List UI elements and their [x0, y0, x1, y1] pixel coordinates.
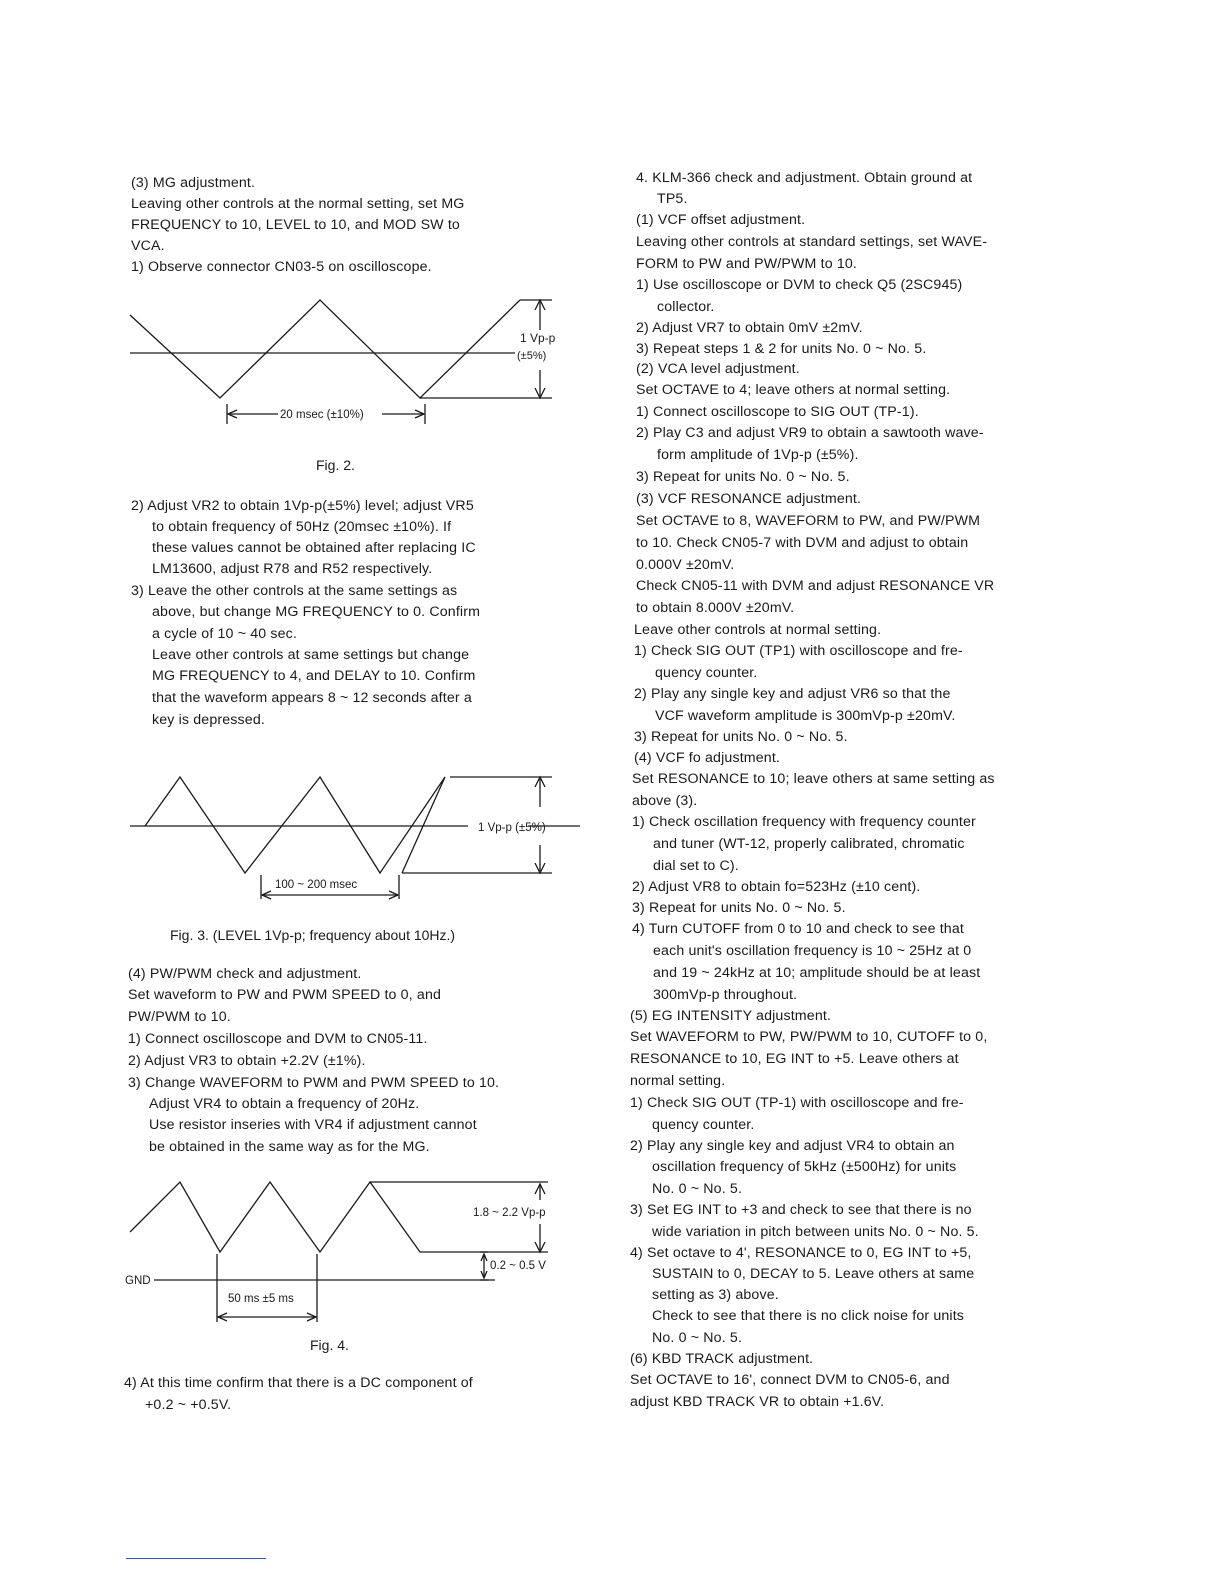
text-line: Set RESONANCE to 10; leave others at same setting as	[632, 771, 995, 787]
text-line: TP5.	[657, 191, 688, 207]
text-line: 2) Play any single key and adjust VR4 to obtain an	[630, 1138, 955, 1154]
fig2-caption: Fig. 2.	[316, 457, 355, 473]
text-line: setting as 3) above.	[652, 1287, 779, 1303]
fig2-tolerance-label: (±5%)	[517, 350, 547, 362]
klm-heading: 4. KLM-366 check and adjustment. Obtain ground at	[636, 170, 973, 186]
text-line: Leave other controls at same settings but change	[152, 647, 470, 663]
text-line: Adjust VR4 to obtain a frequency of 20Hz.	[149, 1096, 420, 1112]
text-line: key is depressed.	[152, 712, 265, 728]
fig3-amplitude-label: 1 Vp-p (±5%)	[478, 822, 546, 834]
fig4-dc-label: 0.2 ~ 0.5 V	[490, 1260, 546, 1272]
text-line: and tuner (WT-12, properly calibrated, chromatic	[653, 836, 965, 852]
text-line: No. 0 ~ No. 5.	[652, 1181, 743, 1197]
text-line: FORM to PW and PW/PWM to 10.	[636, 256, 857, 272]
text-line: +0.2 ~ +0.5V.	[145, 1397, 232, 1413]
text-line: 2) Adjust VR7 to obtain 0mV ±2mV.	[636, 320, 863, 336]
fig2-triangle-wave	[130, 300, 520, 398]
text-line: 1) Check oscillation frequency with frequency counter	[632, 814, 976, 830]
text-line: (3) VCF RESONANCE adjustment.	[636, 491, 862, 507]
fig2-waveform	[120, 290, 580, 430]
text-line: 1) Use oscilloscope or DVM to check Q5 (2SC945)	[636, 277, 963, 293]
text-line: No. 0 ~ No. 5.	[652, 1330, 743, 1346]
text-line: SUSTAIN to 0, DECAY to 5. Leave others at same	[652, 1266, 975, 1282]
fig4-amplitude-label: 1.8 ~ 2.2 Vp-p	[473, 1207, 546, 1219]
text-line: 3) Repeat steps 1 & 2 for units No. 0 ~ No. 5.	[636, 341, 927, 357]
text-line: Leave other controls at normal setting.	[634, 622, 882, 638]
text-line: 2) Adjust VR2 to obtain 1Vp-p(±5%) level; adjust VR5	[131, 498, 474, 514]
text-line: 4) At this time confirm that there is a DC component of	[124, 1375, 473, 1391]
text-line: (5) EG INTENSITY adjustment.	[630, 1008, 832, 1024]
fig4-waveform	[120, 1172, 585, 1332]
fig3-caption: Fig. 3. (LEVEL 1Vp-p; frequency about 10Hz.)	[170, 927, 456, 943]
text-line: Set OCTAVE to 8, WAVEFORM to PW, and PW/PWM	[636, 513, 981, 529]
fig4-gnd-label: GND	[125, 1275, 151, 1287]
text-line: Set OCTAVE to 16', connect DVM to CN05-6, and	[630, 1372, 950, 1388]
text-line: (6) KBD TRACK adjustment.	[630, 1351, 814, 1367]
text-line: Use resistor inseries with VR4 if adjustment cannot	[149, 1117, 477, 1133]
text-line: to obtain frequency of 50Hz (20msec ±10%). If	[152, 519, 452, 535]
fig4-period-label: 50 ms ±5 ms	[228, 1293, 294, 1305]
text-line: dial set to C).	[653, 858, 739, 874]
text-line: 1) Connect oscilloscope to SIG OUT (TP-1).	[636, 404, 919, 420]
text-line: each unit's oscillation frequency is 10 ~ 25Hz at 0	[653, 943, 972, 959]
fig2-amplitude-label: 1 Vp-p	[520, 331, 556, 345]
text-line: quency counter.	[655, 665, 758, 681]
text-line: Leaving other controls at standard settings, set WAVE-	[636, 234, 988, 250]
text-line: (1) VCF offset adjustment.	[636, 212, 806, 228]
text-line: quency counter.	[652, 1117, 755, 1133]
text-line: RESONANCE to 10, EG INT to +5. Leave others at	[630, 1051, 959, 1067]
fig4-caption: Fig. 4.	[310, 1337, 349, 1353]
text-line: be obtained in the same way as for the MG.	[149, 1139, 430, 1155]
text-line: 3) Leave the other controls at the same settings as	[131, 583, 458, 599]
text-line: MG FREQUENCY to 4, and DELAY to 10. Confirm	[152, 668, 476, 684]
text-line: and 19 ~ 24kHz at 10; amplitude should be at least	[653, 965, 981, 981]
text-line: VCF waveform amplitude is 300mVp-p ±20mV.	[655, 708, 956, 724]
text-line: normal setting.	[630, 1073, 726, 1089]
text-line: 2) Play any single key and adjust VR6 so that the	[634, 686, 951, 702]
text-line: 1) Observe connector CN03-5 on oscilloscope.	[131, 259, 432, 275]
text-line: adjust KBD TRACK VR to obtain +1.6V.	[630, 1394, 885, 1410]
text-line: Leaving other controls at the normal setting, set MG	[131, 196, 465, 212]
text-line: 3) Repeat for units No. 0 ~ No. 5.	[636, 469, 850, 485]
pw-heading: (4) PW/PWM check and adjustment.	[128, 966, 362, 982]
text-line: 4) Turn CUTOFF from 0 to 10 and check to see that	[632, 921, 964, 937]
text-line: form amplitude of 1Vp-p (±5%).	[657, 447, 859, 463]
text-line: 1) Check SIG OUT (TP1) with oscilloscope and fre-	[634, 643, 963, 659]
text-line: to 10. Check CN05-7 with DVM and adjust to obtain	[636, 535, 969, 551]
text-line: Check to see that there is no click noise for units	[652, 1308, 965, 1324]
text-line: 3) Change WAVEFORM to PWM and PWM SPEED to 10.	[128, 1075, 500, 1091]
text-line: 3) Repeat for units No. 0 ~ No. 5.	[634, 729, 848, 745]
text-line: wide variation in pitch between units No. 0 ~ No. 5.	[652, 1224, 979, 1240]
text-line: (4) VCF fo adjustment.	[634, 750, 781, 766]
text-line: 3) Repeat for units No. 0 ~ No. 5.	[632, 900, 846, 916]
text-line: PW/PWM to 10.	[128, 1009, 231, 1025]
text-line: Set OCTAVE to 4; leave others at normal setting.	[636, 382, 951, 398]
text-line: 0.000V ±20mV.	[636, 557, 735, 573]
text-line: 3) Set EG INT to +3 and check to see that there is no	[630, 1202, 972, 1218]
text-line: that the waveform appears 8 ~ 12 seconds after a	[152, 690, 472, 706]
fig3-waveform	[120, 765, 580, 910]
text-line: 1) Check SIG OUT (TP-1) with oscilloscope and fre-	[630, 1095, 964, 1111]
text-line: VCA.	[131, 238, 165, 254]
text-line: 4) Set octave to 4', RESONANCE to 0, EG INT to +5,	[630, 1245, 972, 1261]
text-line: to obtain 8.000V ±20mV.	[636, 600, 795, 616]
text-line: 300mVp-p throughout.	[653, 987, 798, 1003]
text-line: Check CN05-11 with DVM and adjust RESONANCE VR	[636, 578, 995, 594]
text-line: oscillation frequency of 5kHz (±500Hz) for units	[652, 1159, 957, 1175]
fig3-period-label: 100 ~ 200 msec	[275, 879, 358, 891]
text-line: (2) VCA level adjustment.	[636, 361, 800, 377]
footnote-rule	[126, 1558, 266, 1559]
text-line: Set waveform to PW and PWM SPEED to 0, and	[128, 987, 442, 1003]
text-line: 2) Adjust VR3 to obtain +2.2V (±1%).	[128, 1053, 366, 1069]
text-line: 2) Play C3 and adjust VR9 to obtain a sawtooth wave-	[636, 425, 984, 441]
text-line: collector.	[657, 299, 715, 315]
fig2-period-label: 20 msec (±10%)	[280, 409, 364, 421]
text-line: FREQUENCY to 10, LEVEL to 10, and MOD SW to	[131, 217, 460, 233]
text-line: above (3).	[632, 793, 698, 809]
text-line: 1) Connect oscilloscope and DVM to CN05-11.	[128, 1031, 428, 1047]
mg-heading: (3) MG adjustment.	[131, 175, 256, 191]
text-line: 2) Adjust VR8 to obtain fo=523Hz (±10 cent).	[632, 879, 921, 895]
text-line: a cycle of 10 ~ 40 sec.	[152, 626, 298, 642]
text-line: these values cannot be obtained after replacing IC	[152, 540, 476, 556]
text-line: Set WAVEFORM to PW, PW/PWM to 10, CUTOFF to 0,	[630, 1029, 988, 1045]
text-line: LM13600, adjust R78 and R52 respectively.	[152, 561, 433, 577]
text-line: above, but change MG FREQUENCY to 0. Confirm	[152, 604, 481, 620]
